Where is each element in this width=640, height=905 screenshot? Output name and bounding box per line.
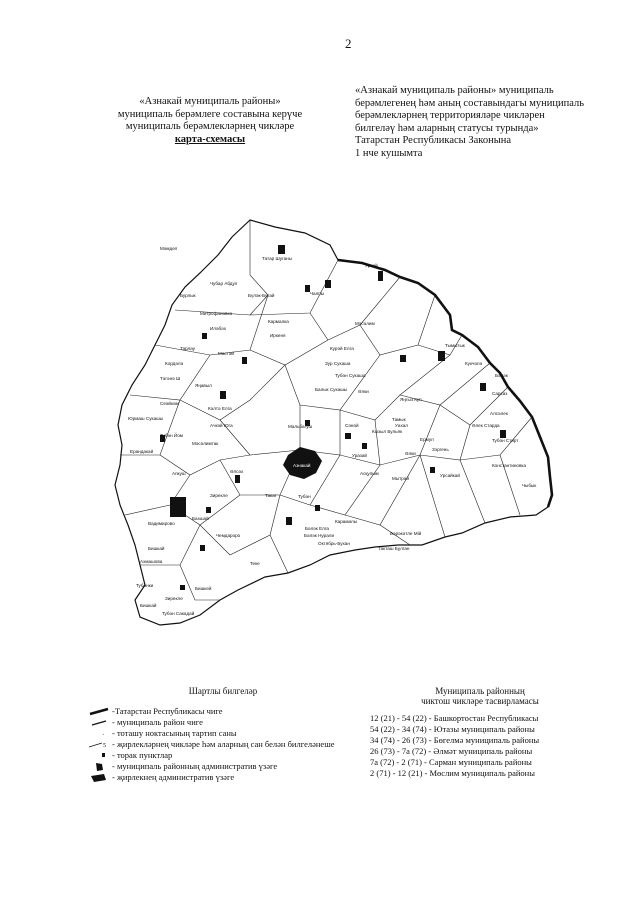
settlement-center-symbol [88,772,110,783]
legend-row [88,750,358,761]
svg-text:5: 5 [103,743,106,749]
place-label: Зур Сукаша [325,361,351,366]
legend-label: - торак пунктлар [112,750,173,760]
place-label: Зэргень [432,447,449,452]
law-annex-header [355,85,605,160]
place-label: Чалпы [310,291,325,296]
place-label: Тубән Сукаша [335,373,366,378]
place-label: Апкуш [172,471,186,476]
place-label: Кармалка [268,319,289,324]
place-label: Сәнәй [345,423,359,428]
legend-row [88,772,358,783]
border-row: 34 (74) - 26 (73) - Бөгелмә муниципаль районы [370,735,540,745]
place-label: Тубән Стирт [492,438,519,443]
place-label: Әлки [358,389,369,394]
place-label: Сеәйкәм [160,401,179,406]
place-label: Тамык [392,417,406,422]
header-line: 1 нче кушымта [355,147,423,159]
place-label: Теке [250,561,260,566]
place-label: Тубән Сакадай [162,611,195,616]
place-label: Ахмашова [140,559,163,564]
place-label: Тәгәнә Ш [160,376,181,381]
place-label: Алсәлек [490,411,508,416]
border-description-title [370,686,590,706]
place-label: Бәләк Елга [305,526,329,531]
place-label: Иләбәх [210,326,227,331]
settlement-border-symbol [88,739,110,750]
district-map [100,205,560,650]
place-label: Бәрәкәтле Мій [390,531,422,536]
place-label: Вадимирово [148,521,175,526]
place-label: Әлки [405,451,416,456]
district-border-symbol [88,717,110,728]
place-label: Зирекле [165,596,183,601]
place-label: Тубән [298,494,311,499]
place-label: Ерандакай [130,449,154,454]
place-label: Чемдароро [216,533,241,538]
legend-symbols [88,686,358,783]
legend-label: - җирлекнең административ үзәге [112,772,235,782]
legend-label: - муниципаль районның административ үзәге [112,761,278,771]
place-label: Чыбык [522,483,537,488]
title-line: муниципаль берәмлекләрнең чикләре [125,121,295,132]
place-label: Тымытык [445,343,465,348]
place-label: Бәләк [495,373,508,378]
legend-label: - җирлекләрнең чикләре һәм аларның сан белән билгеләнеше [112,739,335,749]
place-label: Татар Шуганы [262,256,292,261]
place-label: Тубәнки [136,583,154,588]
border-row: 2 (71) - 12 (21) - Мөслим муниципаль районы [370,768,535,778]
place-label: Урсайкай [440,473,460,478]
place-label: Мәсәлимтак [192,441,219,446]
place-label: Октябрь-Бухан [318,541,350,546]
place-label: Юрмаш Сукашы [128,416,164,421]
legend-label: - муниципаль район чиге [112,717,203,727]
header-line: билгеләү һәм аларның статусы турында» [355,122,539,134]
place-label: Мальбагуш [288,424,313,429]
legend-row [88,761,358,772]
place-label: Мәмдел [160,246,178,251]
place-label: Такат [265,493,277,498]
map-title [95,96,325,146]
place-label: Кукчәлә [465,361,483,366]
place-label: Митрофановка [200,311,233,316]
place-label: Бурлык [180,293,196,298]
legend-title: Шартлы билгеләр [188,686,258,696]
place-labels [128,246,537,616]
republic-border [338,260,552,507]
place-label: Кәлтә Елга [208,406,232,411]
locality-symbol [88,750,110,761]
legend-row [88,717,358,728]
place-label: Балык Сукашы [315,387,348,392]
place-label: Бишкай [140,603,157,608]
place-label: Бүләк-Бутай [248,293,275,298]
place-label: Бишкей [195,586,212,591]
legend-row [88,728,358,739]
header-line: Татарстан Республикасы Законына [355,135,512,146]
legend-label: -Татарстан Республикасы чиге [112,706,223,716]
place-label: Зирекле [210,493,228,498]
legend-label: - тоташу ноктасының тартип саны [112,728,237,738]
place-label: Тарлау [180,346,196,351]
place-label: Бишкай [148,546,165,551]
header-line: берәмлегенең һәм аның составындагы муниципаль [355,97,585,109]
title-line: Муниципаль районның [435,686,525,696]
place-label: Карамалы [335,519,358,524]
place-label: Бахшай [192,516,209,521]
title-line: «Азнакай муниципаль районы» [139,96,281,107]
border-row: 26 (73) - 7а (72) - Әлмәт муниципаль районы [370,746,533,756]
district-center-symbol [88,761,110,772]
border-description [370,686,590,779]
header-line: берәмлекләрнең территорияләре чикләрен [355,110,545,121]
legend-row [88,739,358,750]
place-label: Константиновка [492,463,527,468]
place-label: Яңгыз Куп [400,397,422,402]
border-row: 7а (72) - 2 (71) - Сарман муниципаль районы [370,757,532,767]
place-label: Асқулым [360,471,379,476]
junction-point-symbol [88,728,110,739]
place-label: Әлсәх [230,469,244,474]
place-label: Мәсәлим [355,321,375,326]
place-label: Мытрәй [392,476,409,481]
place-label: Чубар Абдул [210,281,238,286]
border-row: 12 (21) - 54 (22) - Башкортостан Республикасы [370,713,539,723]
place-label: Кызыл Бульяк [372,429,403,434]
place-label: Азнакай [293,463,311,468]
place-label: Ермул [420,437,434,442]
title-line: чиктош чикләре тасвирламасы [421,696,539,706]
place-label: Тубән Йом [160,433,183,438]
place-label: Уразай [352,453,367,458]
place-label: Курәй Елга [330,346,354,351]
title-line: муниципаль берәмлеге составына керүче [117,108,303,120]
place-label: Иркеня [270,333,286,338]
title-line-emphasis: карта-схемасы [174,133,246,145]
border-row: 54 (22) - 34 (74) - Ютазы муниципаль районы [370,724,535,734]
place-label: Бәләк Нурали [304,533,335,538]
place-label: Ачкәй Юга [210,423,233,428]
place-label: Яңавыл [195,383,212,388]
place-label: Уахал [395,423,408,428]
place-label: Мастәй [218,351,234,356]
place-label: Урсай [365,263,378,268]
place-label: Әлек Старда [472,423,500,428]
header-line: «Азнакай муниципаль районы» муниципаль [355,85,554,96]
place-label: Кордәлә [165,361,184,366]
place-label: Такташ Бұлган [378,546,410,551]
settlement-centers [160,245,506,590]
svg-text:·: · [102,731,105,739]
republic-border-symbol [88,706,110,717]
place-label: Сарсаз [492,391,508,396]
legend-row [88,706,358,717]
page-number: 2 [345,36,352,51]
